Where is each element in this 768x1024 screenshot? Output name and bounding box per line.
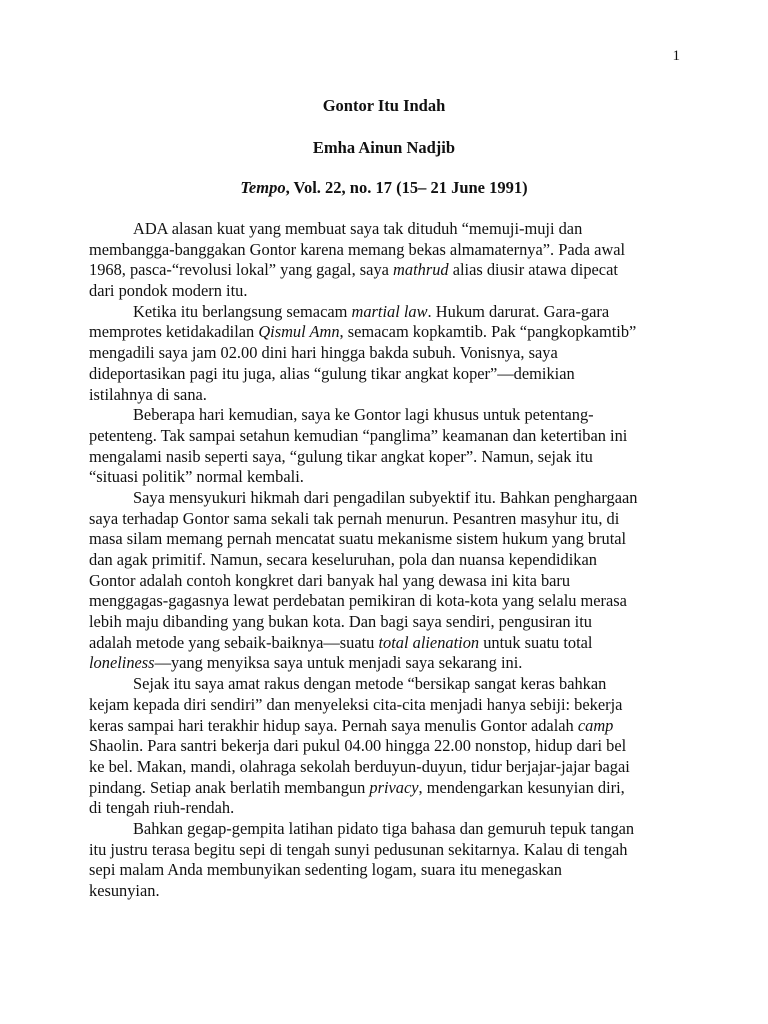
text-line (89, 881, 682, 902)
italic-term: martial law (351, 301, 428, 321)
text-segment: —yang menyiksa saya untuk menjadi saya sekarang ini. (154, 653, 523, 673)
text-line (89, 612, 682, 633)
publication-citation (0, 178, 768, 198)
text-segment: Saya mensyukuri hikmah dari pengadilan subyektif itu. Bahkan penghargaan (133, 487, 638, 507)
text-line (89, 219, 682, 240)
publication-name: Tempo (240, 178, 286, 197)
text-segment: petenteng. Tak sampai setahun kemudian “panglima” keamanan dan ketertiban ini (89, 425, 628, 445)
text-segment: Bahkan gegap-gempita latihan pidato tiga bahasa dan gemuruh tepuk tangan (133, 818, 635, 838)
text-segment: kesunyian. (89, 881, 160, 900)
text-segment: Gontor adalah contoh kongkret dari banyak hal yang dewasa ini kita baru (89, 570, 571, 590)
paragraph (89, 488, 682, 674)
text-segment: menggagas-gagasnya lewat perdebatan pemikiran di kota-kota yang selalu merasa (89, 591, 627, 611)
text-segment: kejam kepada diri sendiri” dan menyeleksi cita-cita menjadi hanya sebiji: bekerja (89, 694, 623, 714)
text-line (89, 653, 682, 674)
article-body (89, 219, 682, 902)
text-segment: istilahnya di sana. (89, 384, 207, 404)
text-line (89, 426, 682, 447)
text-line (89, 633, 682, 654)
text-segment: , mendengarkan kesunyian diri, (418, 777, 625, 797)
paragraph (89, 819, 682, 902)
text-segment: , semacam kopkamtib. Pak “pangkopkamtib” (339, 322, 637, 342)
italic-term: loneliness (89, 653, 155, 673)
text-segment: adalah metode yang sebaik-baiknya—suatu (89, 632, 379, 652)
text-segment: untuk suatu total (479, 632, 593, 652)
text-line (89, 302, 682, 323)
text-line (89, 447, 682, 468)
text-line (89, 674, 682, 695)
text-line (89, 322, 682, 343)
text-segment: Shaolin. Para santri bekerja dari pukul 04.00 hingga 22.00 nonstop, hidup dari bel (89, 736, 627, 756)
text-segment: Beberapa hari kemudian, saya ke Gontor lagi khusus untuk petentang- (133, 405, 594, 425)
text-line (89, 778, 682, 799)
italic-term: privacy (369, 777, 419, 797)
text-line (89, 798, 682, 819)
text-segment: alias diusir atawa dipecat (448, 260, 618, 280)
text-line (89, 364, 682, 385)
text-line (89, 591, 682, 612)
text-segment: itu justru terasa begitu sepi di tengah sunyi pedusunan sekitarnya. Kalau di tengah (89, 839, 628, 859)
text-segment: Sejak itu saya amat rakus dengan metode “bersikap sangat keras bahkan (133, 674, 607, 694)
text-segment: saya terhadap Gontor sama sekali tak pernah menurun. Pesantren masyhur itu, di (89, 508, 620, 528)
text-line (89, 260, 682, 281)
italic-term: Qismul Amn (258, 322, 340, 342)
text-segment: keras sampai hari terakhir hidup saya. Pernah saya menulis Gontor adalah (89, 715, 578, 735)
publication-details: , Vol. 22, no. 17 (15– 21 June 1991) (285, 178, 528, 197)
author-name: Emha Ainun Nadjib (312, 138, 456, 157)
text-line (89, 695, 682, 716)
text-segment: dari pondok modern itu. (89, 281, 248, 301)
text-segment: ke bel. Makan, mandi, olahraga sekolah berduyun-duyun, tidur berjajar-jajar bagai (89, 756, 630, 776)
text-line (89, 571, 682, 592)
paragraph (89, 219, 682, 302)
text-segment: ADA alasan kuat yang membuat saya tak dituduh “memuji-muji dan (133, 219, 583, 238)
text-line (89, 716, 682, 737)
text-segment: dan agak primitif. Namun, secara keseluruhan, pola dan nuansa kependidikan (89, 550, 597, 569)
text-segment: masa silam memang pernah mencatat suatu mekanisme sistem hukum yang brutal (89, 529, 627, 549)
text-segment: membangga-banggakan Gontor karena memang bekas almamaternya”. Pada awal (89, 239, 626, 259)
text-segment: . Hukum darurat. Gara-gara (427, 301, 610, 321)
italic-term: camp (577, 715, 614, 735)
paragraph (89, 674, 682, 819)
text-line (89, 281, 682, 302)
text-line (89, 488, 682, 509)
italic-term: total alienation (378, 632, 480, 652)
page-number: 1 (672, 48, 680, 64)
text-line (89, 736, 682, 757)
text-segment: memprotes ketidakadilan (89, 322, 259, 342)
text-segment: mengalami nasib seperti saya, “gulung tikar angkat koper”. Namun, sejak itu (89, 446, 593, 466)
text-line (89, 405, 682, 426)
text-line (89, 840, 682, 861)
text-line (89, 343, 682, 364)
text-segment: pindang. Setiap anak berlatih membangun (89, 777, 370, 797)
text-segment: di tengah riuh-rendah. (89, 798, 235, 818)
text-segment: Ketika itu berlangsung semacam (133, 301, 352, 321)
italic-term: mathrud (393, 260, 449, 280)
text-line (89, 529, 682, 550)
text-line (89, 550, 682, 571)
text-segment: lebih maju dibanding yang bukan kota. Dan bagi saya sendiri, pengusiran itu (89, 612, 592, 632)
text-segment: “situasi politik” normal kembali. (89, 467, 304, 487)
article-title: Gontor Itu Indah (322, 96, 446, 115)
text-segment: dideportasikan pagi itu juga, alias “gulung tikar angkat koper”—demikian (89, 363, 575, 383)
paragraph (89, 302, 682, 405)
text-line (89, 757, 682, 778)
text-segment: mengadili saya jam 02.00 dini hari hingga bakda subuh. Vonisnya, saya (89, 343, 558, 363)
text-line (89, 467, 682, 488)
text-segment: sepi malam Anda membunyikan sedenting logam, suara itu menegaskan (89, 860, 562, 880)
text-line (89, 385, 682, 406)
paragraph (89, 405, 682, 488)
text-line (89, 240, 682, 261)
text-segment: 1968, pasca-“revolusi lokal” yang gagal, saya (89, 260, 394, 280)
text-line (89, 860, 682, 881)
text-line (89, 509, 682, 530)
text-line (89, 819, 682, 840)
